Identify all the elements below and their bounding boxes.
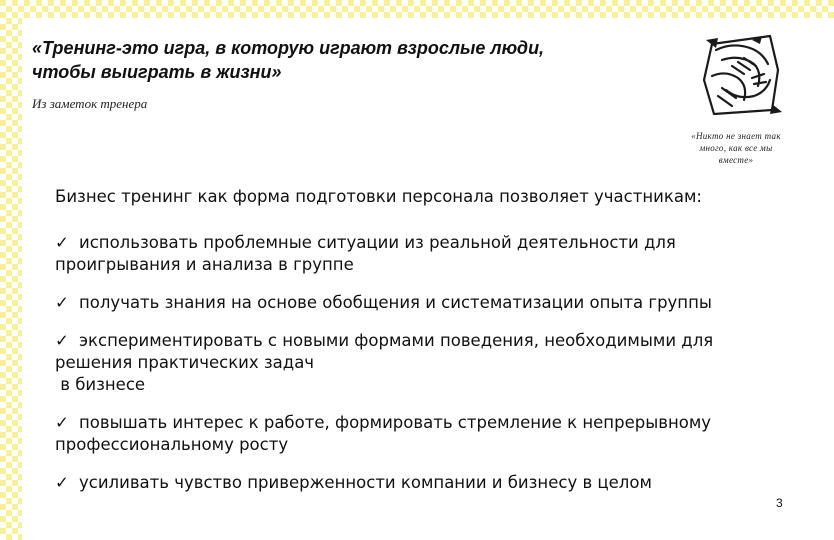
check-icon: ✓ [55, 331, 69, 350]
check-icon: ✓ [55, 473, 69, 492]
item-line: получать знания на основе обобщения и систематизации опыта группы [79, 293, 712, 312]
quote-line-1: «Тренинг-это игра, в которую играют взрослые люди, [32, 38, 545, 58]
motto-line-3: вместе» [718, 155, 754, 165]
item-line: использовать проблемные ситуации из реальной деятельности для [79, 233, 676, 252]
item-line: профессиональному росту [55, 435, 289, 454]
hands-circle-icon [692, 30, 792, 118]
motto-line-1: «Никто не знает так [691, 131, 781, 141]
quote-source: Из заметок тренера [32, 96, 148, 111]
item-line: экспериментировать с новыми формами поведения, необходимыми для [79, 331, 714, 350]
check-icon: ✓ [55, 413, 69, 432]
list-item [55, 412, 800, 456]
list-item [55, 330, 800, 396]
logo-motto [670, 130, 802, 166]
item-line: проигрывания и анализа в группе [55, 255, 354, 274]
epigraph-quote [32, 36, 592, 84]
check-icon: ✓ [55, 233, 69, 252]
list-item [55, 232, 800, 276]
item-line: усиливать чувство приверженности компании и бизнесу в целом [79, 473, 652, 492]
list-item [55, 472, 800, 494]
item-line: решения практических задач [55, 353, 315, 372]
intro-text: Бизнес тренинг как форма подготовки персонала позволяет участникам: [55, 187, 702, 206]
item-line: в бизнесе [55, 375, 146, 394]
motto-line-2: много, как все мы [699, 143, 773, 153]
page-number: 3 [776, 496, 783, 510]
item-line: повышать интерес к работе, формировать стремление к непрерывному [79, 413, 712, 432]
check-icon: ✓ [55, 293, 69, 312]
quote-line-2: чтобы выиграть в жизни» [32, 62, 282, 82]
list-item [55, 292, 800, 314]
